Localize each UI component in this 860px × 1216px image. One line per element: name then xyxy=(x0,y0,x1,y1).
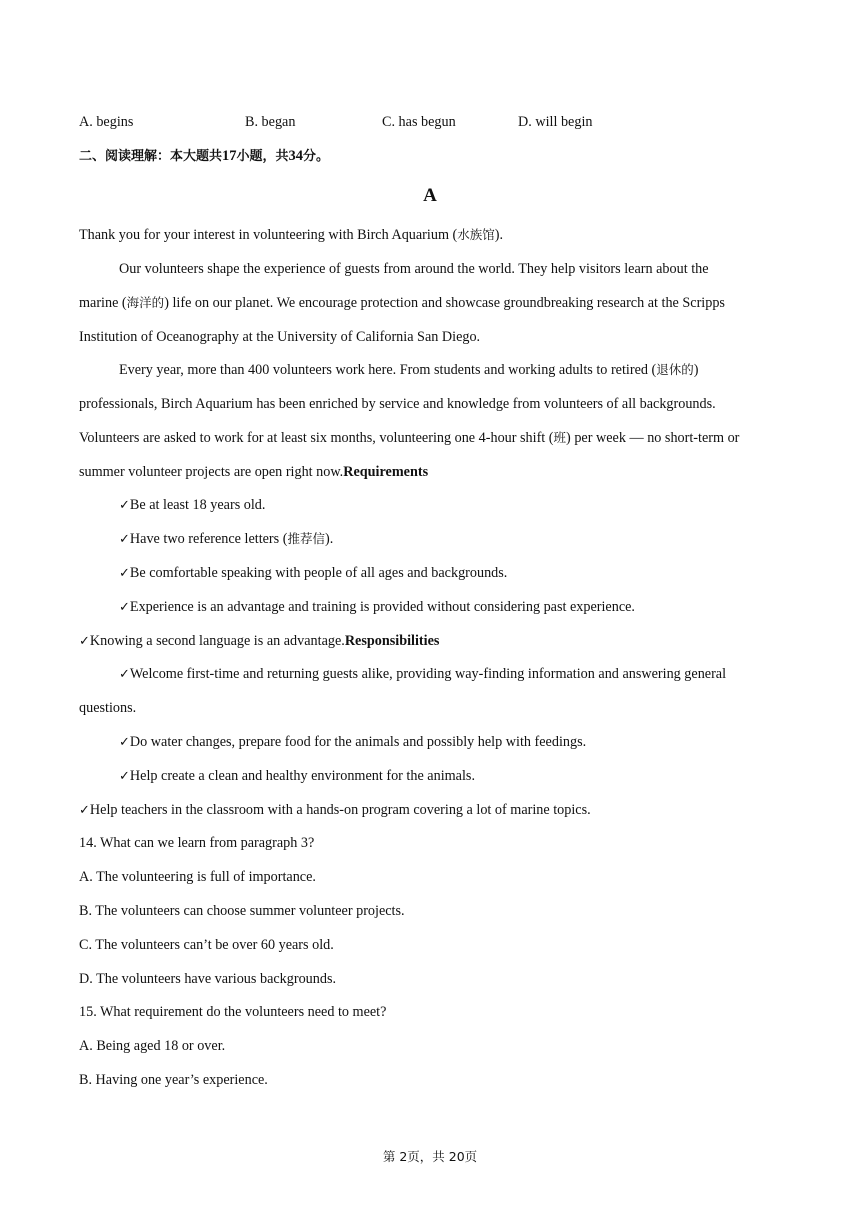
requirement-item: ✓Have two reference letters (推荐信). xyxy=(119,531,334,547)
section-header: 二、阅读理解：本大题共17小题，共34分。 xyxy=(79,148,330,164)
requirement-item: ✓Knowing a second language is an advantage.Responsibilities xyxy=(79,633,440,649)
question-14-option-a: A. The volunteering is full of importance. xyxy=(79,869,316,885)
requirement-item: ✓Experience is an advantage and training is provided without considering past experience. xyxy=(119,599,635,615)
question-14-stem: 14. What can we learn from paragraph 3? xyxy=(79,835,315,851)
question-14-option-b: B. The volunteers can choose summer volunteer projects. xyxy=(79,903,405,919)
check-icon: ✓ xyxy=(79,803,90,818)
prev-option-b: B. began xyxy=(245,114,296,130)
question-14-option-d: D. The volunteers have various backgrounds. xyxy=(79,971,337,987)
paragraph-2-line-3: Institution of Oceanography at the University of California San Diego. xyxy=(79,329,481,345)
question-15-stem: 15. What requirement do the volunteers need to meet? xyxy=(79,1004,387,1020)
responsibility-item-continued: questions. xyxy=(79,700,137,716)
check-icon: ✓ xyxy=(119,566,130,581)
responsibility-item: ✓Help create a clean and healthy environment for the animals. xyxy=(119,768,475,784)
passage-title: A xyxy=(423,185,437,206)
paragraph-2-line-1: Our volunteers shape the experience of guests from around the world. They help visitors learn about the xyxy=(119,261,709,277)
responsibility-item: ✓Welcome first-time and returning guests alike, providing way-finding information and answering general xyxy=(119,666,727,682)
responsibility-item: ✓Do water changes, prepare food for the animals and possibly help with feedings. xyxy=(119,734,587,750)
prev-option-c: C. has begun xyxy=(382,114,456,130)
question-15-option-a: A. Being aged 18 or over. xyxy=(79,1038,226,1054)
paragraph-3-line-3: Volunteers are asked to work for at least six months, volunteering one 4-hour shift (班) per week — no short-term or xyxy=(79,430,740,446)
responsibilities-heading: Responsibilities xyxy=(344,633,440,649)
check-icon: ✓ xyxy=(119,735,130,750)
prev-option-a: A. begins xyxy=(79,114,134,130)
check-icon: ✓ xyxy=(119,667,130,682)
check-icon: ✓ xyxy=(119,600,130,615)
passage-intro: Thank you for your interest in volunteering with Birch Aquarium (水族馆). xyxy=(79,227,504,243)
requirements-heading: Requirements xyxy=(343,464,429,480)
requirement-item: ✓Be at least 18 years old. xyxy=(119,497,266,513)
responsibility-item: ✓Help teachers in the classroom with a hands-on program covering a lot of marine topics. xyxy=(79,802,591,818)
question-14-option-c: C. The volunteers can’t be over 60 years old. xyxy=(79,937,334,953)
requirement-item: ✓Be comfortable speaking with people of all ages and backgrounds. xyxy=(119,565,508,581)
check-icon: ✓ xyxy=(79,634,90,649)
page-footer: 第 2页，共 20页 xyxy=(382,1149,478,1164)
check-icon: ✓ xyxy=(119,498,130,513)
check-icon: ✓ xyxy=(119,769,130,784)
check-icon: ✓ xyxy=(119,532,130,547)
question-15-option-b: B. Having one year’s experience. xyxy=(79,1072,268,1088)
paragraph-3-line-1: Every year, more than 400 volunteers work here. From students and working adults to retired (退休的) xyxy=(119,362,699,378)
prev-option-d: D. will begin xyxy=(518,114,593,130)
paragraph-2-line-2: marine (海洋的) life on our planet. We encourage protection and showcase groundbreaking research at the Scripps xyxy=(79,295,725,311)
paragraph-3-line-2: professionals, Birch Aquarium has been enriched by service and knowledge from volunteers of all backgrounds. xyxy=(79,396,716,412)
paragraph-3-line-4: summer volunteer projects are open right now.Requirements xyxy=(79,464,429,480)
